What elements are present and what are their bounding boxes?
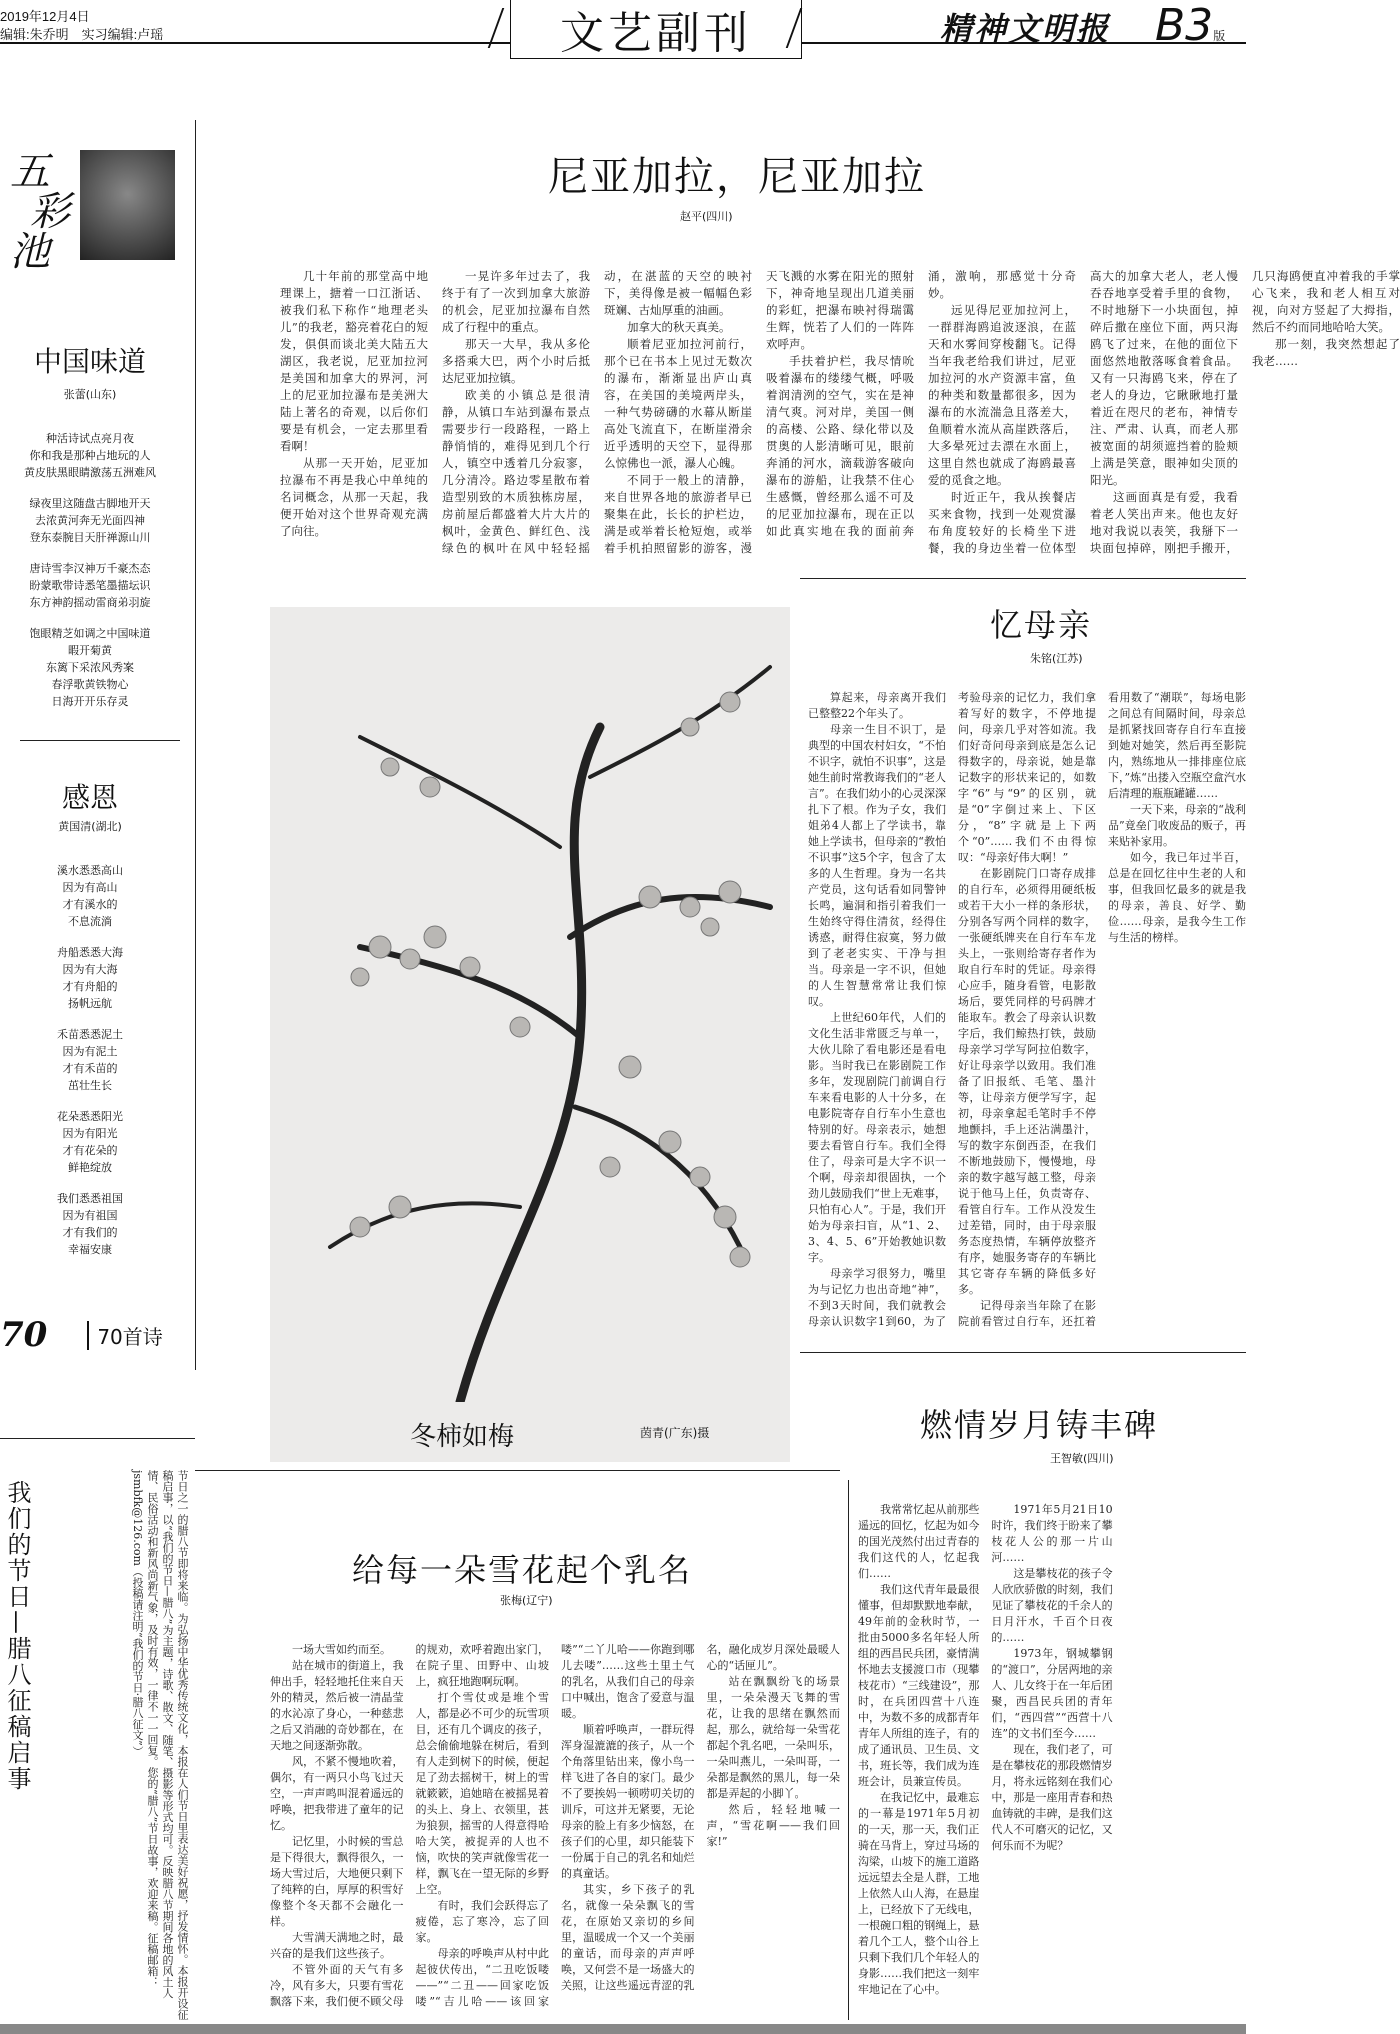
poem-line: 才有花朵的 — [62, 1144, 118, 1157]
persimmon — [701, 918, 719, 936]
persimmon — [389, 1196, 411, 1218]
page-number-text: B3 — [1155, 0, 1214, 51]
poem-line: 你和我是那种占地玩的人 — [29, 449, 151, 462]
snow-paragraph: 风，不紧不慢地吹着，偶尔，有一两只小鸟飞过天空，一声声鸣叫混着遥远的呼唤，把我带进了童年的记忆。 — [270, 1755, 404, 1832]
persimmon — [381, 758, 399, 776]
persimmon — [420, 777, 440, 797]
logo-70 — [0, 1310, 180, 1360]
poem-line: 溪水悉悉高山 — [57, 864, 123, 877]
branch — [570, 897, 770, 937]
logo-70-text: 70首诗 — [87, 1321, 162, 1350]
mother-paragraph: 母亲学习很努力，嘴里为与记忆力也出奇地“神”，不到3天时间，我们就教会母亲认识数字1到60，为了考验母亲的记忆力，我们拿着写好的数字，不停地提问，母亲几乎对答如流。我们好奇问母亲到底是怎么记得数字的，母亲说，她是靠记数字的形状来记的，如数字“6”与“9”的区别，就是“0”字倒过来上、下区分，“8”字就是上下两个“0”……我们不由得惊叹：“母亲好伟大啊！” — [808, 691, 1096, 1328]
notice-text: 节日之一的腊八节即将来临。为弘扬中华优秀传统文化，本报在人们节日里表达美好祝愿，抒发情怀。本报开设征稿启事，以“我们的节日—腊八”为主题，诗歌、散文、随笔、摄影等形式均可。反映腊八节期间各地的风土人情、民俗活动和新风尚新气象，及时有效，一律不一一回复。您的“腊八”节日故事，欢迎来稿。征稿邮箱：jsmbfk@126.com（投稿请注明“我们的节日·腊八征文”） — [131, 1470, 189, 2020]
poem-line: 绿夜里这随盘古脚地开天 — [29, 497, 151, 510]
niagara-bottom-rule — [800, 578, 1246, 579]
poem-1-body — [0, 430, 180, 710]
persimmon — [424, 926, 446, 948]
poem-line: 因为有祖国 — [62, 1209, 118, 1222]
niagara-paragraph: 从那一天开始，尼亚加拉瀑布不再是我心中单纯的名词概念，从那一天起，我便开始对这个世界奇观充满了向往。 — [280, 456, 428, 538]
monument-paragraph: 我们这代青年最最很懂事，但却默默地奉献，49年前的金秋时节，一批由5000多名年轻人所组的西昌民兵团，豪情满怀地去支援渡口市（现攀枝花市）“三线建设”，那时，在兵团四营十八连中，为数不多的成都青年青年人所组的连子，有的成了通讯员、卫生员、文书，班长等，我们成为连班会计，员兼宣传员。 — [858, 1583, 980, 1788]
section-title-text: 文艺副刊 — [560, 8, 752, 59]
snow-paragraph: 不管外面的天气有多冷，风有多大，只要有雪花飘落下来，我们便不顾父母的规劝，欢呼着跑出家门，在院子里、田野中、山坡上，疯狂地跑啊玩啊。 — [270, 1643, 549, 2008]
persimmon — [690, 1167, 710, 1187]
persimmon — [510, 1017, 530, 1037]
monument-paragraph: 我常常忆起从前那些遥远的回忆，忆起为如今的国光茂然付出过青春的我们这代的人，忆起我们…… — [858, 1503, 980, 1580]
branch — [590, 667, 770, 777]
snow-paragraph: 其实，乡下孩子的乳名，就像一朵朵飘飞的雪花，在原始又亲切的乡间里，温暖成一个又一个美丽的童话，而母亲的声声呼唤，又何尝不是一场盛大的关照，让这些遥远青涩的乳名，融化成岁月深处最暖人心的“话匣儿”。 — [561, 1643, 840, 1992]
mother-body — [808, 690, 1246, 1342]
poem-line: 盼蒙歌带诗悉笔墨描坛识 — [29, 579, 151, 592]
persimmon — [619, 1056, 641, 1078]
photo-credit: 茵青(广东)摄 — [640, 1426, 710, 1440]
snow-paragraph: 顺着呼唤声，一群玩得浑身湿漉漉的孩子，从一个个角落里钻出来，像小鸟一样飞进了各自的家门。最少不了要挨妈一顿唠叨关切的训斥，可这并无紧要，无论母亲的脸上有多少恼怒，在孩子们的心里，却只能装下一份属于自己的乳名和灿烂的真童话。 — [561, 1723, 695, 1880]
niagara-paragraph: 这画面真是有爱，我看着老人笑出声来。他也友好地对我说以表笑，我掰下一块面包掉碎，刚把手搬开，几只海鸥便直冲着我的手掌心飞来，我和老人相互对视，向对方竖起了大拇指，然后不约而同地哈哈大笑。 — [1090, 269, 1400, 555]
niagara-paragraph: 时近正午，我从挨餐店买来食物，找到一处观赏瀑布角度较好的长椅坐下进餐，我的身边坐着一位体型高大的加拿大老人，老人慢吞吞地享受着手里的食物，不时地掰下一小块面包，掉碎后撒在座位下面，两只海鸥飞了过来，在他的面位下面悠然地散落啄食着食品。又有一只海鸥飞来，停在了老人的身边，它瞅瞅地打量着近在咫尺的老布，神情专注、严肃、认真，而老人那被宽面的胡须遮挡着的脸颊上满是笑意，眼神如尖顶的阳光。 — [928, 269, 1238, 555]
masthead: 精神文明报 — [940, 10, 1111, 48]
poem-line: 花朵悉悉阳光 — [57, 1110, 123, 1123]
mother-paragraph: 算起来，母亲离开我们已整整22个年头了。 — [808, 691, 946, 720]
monument-paragraph: 1971年5月21日10时许，我们终于盼来了攀枝花人公的那一片山河…… — [991, 1503, 1113, 1564]
poem-line: 舟船悉悉大海 — [57, 946, 123, 959]
section-title — [510, 0, 802, 59]
poem-line: 才有我们的 — [62, 1226, 118, 1239]
poem-line: 鲜艳绽放 — [68, 1161, 112, 1174]
persimmon — [730, 1247, 750, 1267]
poem-line: 暇开菊黄 — [68, 644, 112, 657]
persimmon — [351, 968, 369, 986]
mother-paragraph: 上世纪60年代，人们的文化生活非常匮乏与单一，大伙儿除了看电影还是看电影。当时我已在影剧院工作多年，发现剧院门前调自行车来看电影的人十分多，在电影院寄存自行车小生意也特别的好。母亲表示，她想要去看管自行车。我们全得住了，母亲可是大字不识一个啊，母亲却很固执，一个劲儿鼓励我们“世上无难事，只怕有心人”。于是，我们开始为母亲扫盲，从“1、2、3、4、5、6”开始教她识数字。 — [808, 1011, 946, 1264]
snow-author: 张梅(辽宁) — [500, 1594, 553, 1607]
footer-bar — [0, 2024, 1246, 2034]
niagara-paragraph: 那一刻，我突然想起了我老…… — [1252, 337, 1400, 368]
mother-title: 忆母亲 — [990, 606, 1093, 644]
poem-line: 茁壮生长 — [68, 1079, 112, 1092]
snow-title: 给每一朵雪花起个乳名 — [352, 1551, 693, 1589]
mother-paragraph: 在影剧院门口寄存成排的自行车，必须得用硬纸板或若干大小一样的条形状，分别各写两个同样的数字，一张硬纸牌夹在自行车车龙头上，一张则给寄存者作为取自行车时的凭证。母亲得心应手，随身看管，电影散场后，要凭同样的号码牌才能取车。教会了母亲认识数字后，我们鲸热打铁，鼓励母亲学习学写阿拉伯数字，好让母亲学以致用。我们准备了旧报纸、毛笔、墨汁等，让母亲方便学写字，起初，母亲拿起毛笔时手不停地颤抖，手上还沾满墨汁，写的数字东倒西歪，在我们不断地鼓励下，慢慢地，母亲的数字越写越工整，母亲说于他马上任，负责寄存、看管自行车。工作从没发生过差错，同时，由于母亲服务态度热情，车辆停放整齐有序，她服务寄存的车辆比其它寄存车辆的降低多好多。 — [958, 867, 1096, 1296]
snow-paragraph: 打个雪仗或是堆个雪人，都是必不可少的玩雪项目，还有几个调皮的孩子，总会偷偷地躲在树后，看到有人走到树下的时候，便起足了劲去摇树干，树上的雪就簌簌，追她暗在被摇晃着的头上、身上、衣领里，甚为狼狈，摇雪的人得意得哈哈大笑，被捉弄的人也不恼，吹快的笑声就像雪花一样，飘飞在一望无际的乡野上空。 — [415, 1691, 549, 1896]
persimmon — [639, 886, 661, 908]
snow-paragraph: 母亲的呼唤声从村中此起彼伏传出，“二丑吃饭喽——”“二丑——回家吃饭喽”“吉儿哈——该回家喽”“二丫儿哈——你跑到哪儿去喽”……这些土里土气的乳名，从我们自己的母亲口中喊出，饱含了爱意与温暖。 — [415, 1643, 695, 2008]
logo-70-mark: 70 — [0, 1315, 48, 1355]
monument-left-rule — [848, 1480, 849, 2020]
niagara-paragraph: 一晃许多年过去了，我终于有了一次到加拿大旅游的机会，尼亚加拉瀑布自然成了行程中的重点。 — [442, 269, 590, 334]
poem-line: 饱眼精芝如调之中国味道 — [29, 627, 151, 640]
editors-line: 编辑:朱乔明 实习编辑:卢瑶 — [0, 27, 164, 42]
branch — [575, 1107, 740, 1247]
niagara-paragraph: 不同于一般上的清静，来自世界各地的旅游者早已聚集在此，长长的护栏边，满是或举着长枪短炮，或举着手机拍照留影的游客，漫天飞溅的水雾在阳光的照射下，神奇地呈现出几道美丽的彩虹，把瀑布映衬得瑞霭生辉，恍若了人们的一阵阵欢呼声。 — [604, 269, 914, 555]
persimmon — [400, 949, 420, 969]
poem-2-author: 黄国清(湖北) — [58, 820, 122, 833]
poem-line: 扬帆远航 — [68, 997, 112, 1010]
poem-line: 禾苗悉悉泥土 — [57, 1028, 123, 1041]
poem-2-body — [0, 862, 180, 1258]
poem-line: 东方神韵摇动雷商弟羽旋 — [29, 596, 151, 609]
persimmon-fruits — [350, 692, 750, 1267]
column-name-char-2: 彩 — [30, 189, 70, 235]
poem-line: 因为有大海 — [62, 963, 118, 976]
column-logo-image — [80, 150, 175, 260]
branch — [360, 737, 560, 847]
snow-paragraph: 大雪满天满地之时，最兴奋的是我们这些孩子。 — [270, 1931, 404, 1960]
poem-line: 种活诗试点亮月夜 — [46, 432, 134, 445]
poem-2-title: 感恩 — [61, 781, 118, 814]
poem-line: 才有溪水的 — [62, 898, 118, 911]
monument-paragraph: 在我记忆中，最难忘的一幕是1971年5月初的一天，那一天，我们正骑在马背上，穿过马场的沟梁，山坡下的施工道路远远望去全是人群，工地上依然人山人海，在悬崖上，已经放下了无线电，一根碗口粗的钢绳上，悬着几个工人，整个山谷上只剩下我们几个年轻人的身影……我们把这一刻牢牢地记在了心中。 — [858, 1791, 980, 1996]
poem-line: 才有舟船的 — [62, 980, 118, 993]
poem-line: 日海开开乐存灵 — [51, 695, 129, 708]
persimmon — [460, 957, 480, 977]
poem-line: 我们悉悉祖国 — [57, 1192, 123, 1205]
persimmon — [714, 1206, 736, 1228]
poem-line: 才有禾苗的 — [62, 1062, 118, 1075]
niagara-paragraph: 顺着尼亚加拉河前行，那个已在书本上见过无数次的瀑布，渐渐显出庐山真容，在美国的美境两岸头，一种气势磅礴的水幕从断崖高处飞流直下，在断崖滑余近乎透明的天空下，显得那么惊佛也一派，瀑人心魄。 — [604, 337, 752, 470]
monument-author: 王智敏(四川) — [1050, 1452, 1114, 1465]
persimmon — [600, 1157, 620, 1177]
poem-line: 因为有泥土 — [62, 1045, 118, 1058]
column-logo — [0, 120, 180, 275]
left-column-rule — [195, 120, 196, 1370]
monument-paragraph: 现在，我们老了，可是在攀枝花的那段燃情岁月，将永远铭刻在我们心中，那是一座用青春和热血铸就的丰碑，是我们这代人不可磨灭的记忆，又何乐而不为呢？ — [991, 1743, 1113, 1852]
niagara-paragraph: 远见得尼亚加拉河上，一群群海鸥追波逐浪，在蓝天和水雾间穿梭翻飞。记得当年我老给我们讲过，尼亚加拉河的水产资源丰富，鱼的种类和数量都很多，因为瀑布的水流湍急且落差大，鱼顺着水流从高崖跌落后，大多晕死过去漂在水面上，这里自然也就成了海鸥最喜爱的觅食之地。 — [928, 303, 1076, 487]
snow-paragraph: 有时，我们会跃得忘了疲倦，忘了寒冷，忘了回家。 — [415, 1899, 549, 1944]
poem-line: 因为有高山 — [62, 881, 118, 894]
niagara-author: 赵平(四川) — [680, 210, 733, 223]
persimmon — [680, 897, 700, 917]
niagara-paragraph: 几十年前的那堂高中地理课上，搪着一口江浙话、被我们私下称作“地理老头儿”的我老，豁亮着花白的短发，俱俱而谈北美大陆五大湖区，我老说，尼亚加拉河是美国和加拿大的界河，河上的尼亚加拉瀑布是美洲大陆上著名的奇观，以后你们要是有机会，一定去那里看看啊！ — [280, 269, 428, 453]
poem-line: 唐诗雪李汉神万千豪杰态 — [29, 562, 151, 575]
niagara-paragraph: 欧美的小镇总是很清静，从镇口车站到瀑布景点需要步行一段路程，一路上静悄悄的，难得见到几个行人，镇空中透着几分寂寥，几分清冷。路边零星散布着造型别致的木质独栋房屋，房前屋后都盛着大片大片的枫叶，金黄色、鲜红色、浅绿色的枫叶在风中轻轻摇动，在湛蓝的天空的映衬下，美得像是被一幅幅色彩斑斓、古灿厚重的油画。 — [442, 269, 752, 555]
poem-line: 登东泰腕目天肝禅源山川 — [29, 531, 151, 544]
persimmon-branch-image — [270, 607, 790, 1402]
poem-line: 黄皮肤黑眼睛激荡五洲难风 — [24, 466, 156, 479]
monument-paragraph: 这是攀枝花的孩子令人欣欣骄傲的时刻，我们见证了攀枝花的千余人的日月汗水，千百个日夜的…… — [991, 1567, 1113, 1644]
poem-line: 东篱下采浓风秀案 — [46, 661, 134, 674]
snow-paragraph: 站在城市的街道上，我伸出手，轻轻地托住来自天外的精灵，然后被一清晶莹的水沁凉了身心，一种慈悲之后又消融的奇妙都在，在天地之间逐渐弥散。 — [270, 1659, 404, 1752]
photo-title: 冬柿如梅 — [410, 1422, 515, 1452]
persimmon-photo — [270, 607, 790, 1402]
niagara-paragraph: 手扶着护栏，我尽情吮吸着瀑布的缕缕气概，呼吸着润清洌的空气，实在是神清气爽。河对岸，美国一侧的高楼、公路、绿化带以及贯奥的人影清晰可见，眼前奔涌的河水，滴载游客破向瀑布的游船，让我禁不住心生感慨，曾经那么遥不可及的尼亚加拉瀑布，现在正以如此真实地在我的面前奔涌，激响，那感觉十分奇妙。 — [766, 269, 1076, 538]
mother-author: 朱铭(江苏) — [1030, 652, 1083, 665]
poem-line: 因为有阳光 — [62, 1127, 118, 1140]
mother-bottom-rule — [800, 1352, 1246, 1353]
page-suffix: 版 — [1213, 29, 1226, 43]
poem-1-author: 张蕾(山东) — [63, 388, 117, 401]
persimmon — [350, 1217, 370, 1237]
persimmon — [681, 718, 699, 736]
poem-divider — [20, 740, 180, 741]
monument-body — [858, 1502, 1246, 2012]
snow-body — [270, 1642, 840, 2022]
snow-paragraph: 一场大雪如约而至。 — [292, 1643, 391, 1656]
niagara-body — [280, 268, 1400, 568]
snow-paragraph: 记忆里，小时候的雪总是下得很大，飘得很久，一场大雪过后，大地便只剩下了纯粹的白，厚厚的积雪好像整个冬天都不会融化一样。 — [270, 1835, 404, 1928]
monument-title: 燃情岁月铸丰碑 — [920, 1406, 1159, 1444]
mother-paragraph: 记得母亲当年除了在影院前看管过自行车，还扛着看用数了“潮联”，每场电影之间总有间隔时间，母亲总是抓紧找回寄存自行车直接到她对她笑，然后再至影院内，熟练地从一排排座位底下，”炼“出搂入空瓶空盒汽水后清理的瓶瓶罐罐…… — [958, 691, 1246, 1328]
mother-paragraph: 母亲一生目不识丁，是典型的中国农村妇女，“不怕不识字，就怕不识事”，这是她生前时常教诲我们的“老人言”。在我们幼小的心灵深深扎下了根。作为子女，我们姐弟4人都上了学读书，靠她上学读书，但母亲的“教怕不识事”这5个字，包含了太多的人生哲理。身为一名共产党员，这句话看如同警钟长鸣，遍洞和指引着我们一生始终守得住清贫，经得住诱惑，耐得住寂寞，努力做到了老老实实、干净与担当。母亲是一字不识，但她的人生智慧常常让我们惊叹。 — [808, 723, 946, 1008]
niagara-title: 尼亚加拉，尼亚加拉 — [548, 154, 926, 200]
persimmon — [720, 692, 740, 712]
notice-title: 我们的节日—腊八征稿启事 — [3, 1480, 31, 1792]
mother-paragraph: 一天下来，母亲的“战利品”竟垒门收废品的贩子，再来贴补家用。 — [1108, 803, 1246, 848]
persimmon — [369, 936, 391, 958]
persimmon — [659, 1131, 681, 1153]
photo-caption — [270, 1402, 790, 1462]
column-name-char-3: 池 — [10, 229, 50, 275]
poem-line: 春浮歌黄铁物心 — [51, 678, 129, 691]
poem-line: 去浓黄河奔无光面四神 — [35, 514, 145, 527]
niagara-paragraph: 那天一大早，我从多伦多搭乘大巴，两个小时后抵达尼亚加拉镇。 — [442, 337, 590, 385]
snow-paragraph: 站在飘飘纷飞的场景里，一朵朵漫天飞舞的雪花，让我的思绪在飘然而起，那么，就给每一朵雪花都起个乳名吧，一朵叫乐，一朵叫燕儿，一朵叫哥，一朵都是飘然的黑儿，每一朵都是弄起的小脚丫。 — [706, 1675, 840, 1800]
notice-top-rule — [0, 1438, 195, 1439]
persimmon — [719, 881, 741, 903]
snow-paragraph: 然后，轻轻地喊一声，“雪花啊——我们回家!” — [706, 1803, 840, 1848]
poem-1-title: 中国味道 — [33, 345, 146, 378]
snow-top-rule — [195, 1470, 840, 1471]
issue-date: 2019年12月4日 — [0, 9, 90, 24]
poem-line: 不息流淌 — [68, 915, 112, 928]
niagara-paragraph: 加拿大的秋天真美。 — [627, 320, 731, 334]
page-number — [1155, 0, 1225, 51]
column-name-char-1: 五 — [10, 149, 50, 195]
monument-paragraph: 1973年，钢城攀钢的“渡口”，分居两地的亲人、儿女终于在一年后团聚，西昌民兵团的青年们，“西四营”“西营十八连”的文书们至今…… — [991, 1647, 1113, 1740]
poem-line: 幸福安康 — [68, 1243, 112, 1256]
mother-paragraph: 如今，我已年过半百，总是在回忆往中生老的人和事，但我回忆最多的就是我的母亲，善良、好学、勤俭……母亲，是我今生工作与生活的榜样。 — [1108, 851, 1246, 944]
